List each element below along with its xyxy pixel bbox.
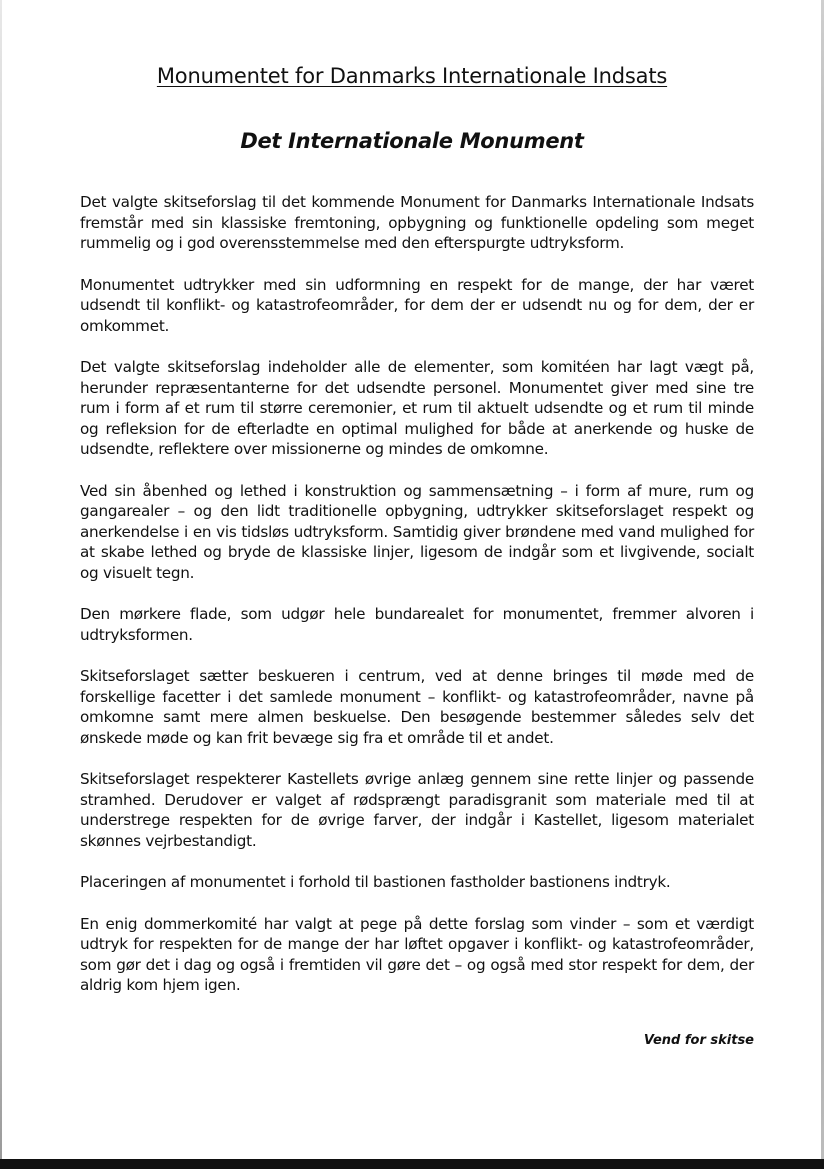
paragraph: En enig dommerkomité har valgt at pege på dette forslag som vinder – som et værdigt udtryk for respekten for de mange der har løftet opgaver i konflikt- og katastrofeområder, som gør det i dag og også i fremtiden vil gøre det – og også med stor respekt for dem, der aldrig kom hjem igen. — [80, 914, 754, 994]
document-title: Monumentet for Danmarks Internationale Indsats — [156, 64, 668, 88]
paragraph: Det valgte skitseforslag til det kommende Monument for Danmarks Internationale Indsats fremstår med sin klassiske fremtoning, opbygning og funktionelle opdeling som meget rummelig og i god overensstemmelse med den efterspurgte udtryksform. — [80, 193, 754, 252]
paragraph: Placeringen af monumentet i forhold til bastionen fastholder bastionens indtryk. — [80, 873, 671, 891]
paragraph: Ved sin åbenhed og lethed i konstruktion og sammensætning – i form af mure, rum og gangarealer – og den lidt traditionelle opbygning, udtrykker skitseforslaget respekt og anerkendelse i en vis tidsløs udtryksform. Samtidig giver brøndene med vand mulighed for at skabe lethed og bryde de klassiske linjer, ligesom de indgår som et livgivende, socialt og visuelt tegn. — [80, 481, 754, 582]
document-subtitle: Det Internationale Monument — [240, 129, 584, 153]
document-body — [80, 192, 754, 1017]
turn-over-note: Vend for skitse — [643, 1033, 754, 1048]
scan-bottom-border — [0, 1159, 824, 1169]
scan-left-edge — [0, 0, 2, 1159]
paragraph: Skitseforslaget sætter beskueren i centrum, ved at denne bringes til møde med de forskellige facetter i det samlede monument – konflikt- og katastrofeområder, navne på omkomne samt mere almen beskuelse. Den besøgende bestemmer således selv det ønskede møde og kan frit bevæge sig fra et område til et andet. — [80, 667, 754, 747]
paragraph: Den mørkere flade, som udgør hele bundarealet for monumentet, fremmer alvoren i udtryksformen. — [80, 605, 754, 644]
paragraph: Det valgte skitseforslag indeholder alle de elementer, som komitéen har lagt vægt på, herunder repræsentanterne for det udsendte personel. Monumentet giver med sine tre rum i form af et rum til større ceremonier, et rum til aktuelt udsendte og et rum til minde og refleksion for de efterladte en optimal mulighed for både at anerkende og huske de udsendte, reflektere over missionerne og mindes de omkomne. — [80, 358, 754, 458]
paragraph: Monumentet udtrykker med sin udformning en respekt for de mange, der har været udsendt til konflikt- og katastrofeområder, for dem der er udsendt nu og for dem, der er omkommet. — [80, 275, 754, 335]
paragraph: Skitseforslaget respekterer Kastellets øvrige anlæg gennem sine rette linjer og passende stramhed. Derudover er valget af rødsprængt paradisgranit som materiale med til at understrege respekten for de øvrige farver, der indgår i Kastellet, ligesom materialet skønnes vejrbestandigt. — [80, 770, 754, 850]
